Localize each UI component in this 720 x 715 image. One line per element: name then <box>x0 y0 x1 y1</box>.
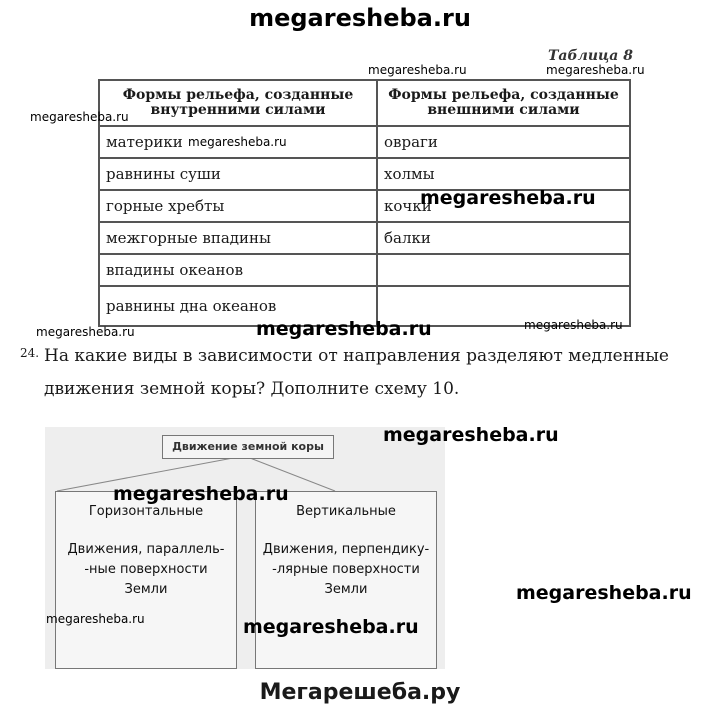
table-caption: Таблица 8 <box>548 48 633 64</box>
scheme-left-box <box>55 491 237 669</box>
cell-external: овраги <box>377 126 630 158</box>
watermark: megaresheba.ru <box>30 110 129 124</box>
right-box-line-1: Движения, перпендику- <box>262 542 430 557</box>
cell-internal: впадины океанов <box>99 254 377 286</box>
cell-external <box>377 254 630 286</box>
cell-external: кочки <box>377 190 630 222</box>
question-text: На какие виды в зависимости от направления разделяют медленные движения земной коры? Дополните схему 10. <box>44 346 669 399</box>
watermark: megaresheba.ru <box>188 135 287 149</box>
cell-external: балки <box>377 222 630 254</box>
right-box-line-2: -лярные поверхности <box>272 562 420 577</box>
table-row <box>99 254 630 286</box>
cell-external: холмы <box>377 158 630 190</box>
col-external-header: Формы рельефа, созданные внешними силами <box>377 80 630 126</box>
site-header: megaresheba.ru <box>249 4 471 32</box>
watermark: megaresheba.ru <box>546 63 645 77</box>
right-box-line-3: Земли <box>324 582 368 597</box>
left-box-title: Горизонтальные <box>88 504 204 519</box>
watermark: megaresheba.ru <box>243 616 419 638</box>
watermark: megaresheba.ru <box>516 582 692 604</box>
scheme-root-box: Движение земной коры <box>162 435 334 459</box>
watermark: megaresheba.ru <box>368 63 467 77</box>
left-box-line-2: -ные поверхности <box>84 562 208 577</box>
cell-internal: межгорные впадины <box>99 222 377 254</box>
right-box-title: Вертикальные <box>296 504 396 519</box>
left-box-line-3: Земли <box>124 582 168 597</box>
question-number: 24. <box>20 346 40 360</box>
site-footer: Мегарешеба.ру <box>259 680 461 705</box>
cell-internal: равнины дна океанов <box>99 286 377 326</box>
scheme-right-box <box>255 491 437 669</box>
watermark: megaresheba.ru <box>46 612 145 626</box>
watermark: megaresheba.ru <box>113 483 289 505</box>
watermark: megaresheba.ru <box>256 318 432 340</box>
watermark: megaresheba.ru <box>524 318 623 332</box>
watermark: megaresheba.ru <box>36 325 135 339</box>
col-internal-header: Формы рельефа, созданные внутренними силами <box>99 80 377 126</box>
left-box-line-1: Движения, параллель- <box>67 542 225 557</box>
table-row <box>99 222 630 254</box>
table-row <box>99 158 630 190</box>
cell-internal: горные хребты <box>99 190 377 222</box>
cell-internal: материки <box>99 126 377 158</box>
table-row <box>99 126 630 158</box>
table-header-row <box>99 80 630 126</box>
cell-internal: равнины суши <box>99 158 377 190</box>
watermark: megaresheba.ru <box>420 187 596 209</box>
watermark: megaresheba.ru <box>383 424 559 446</box>
